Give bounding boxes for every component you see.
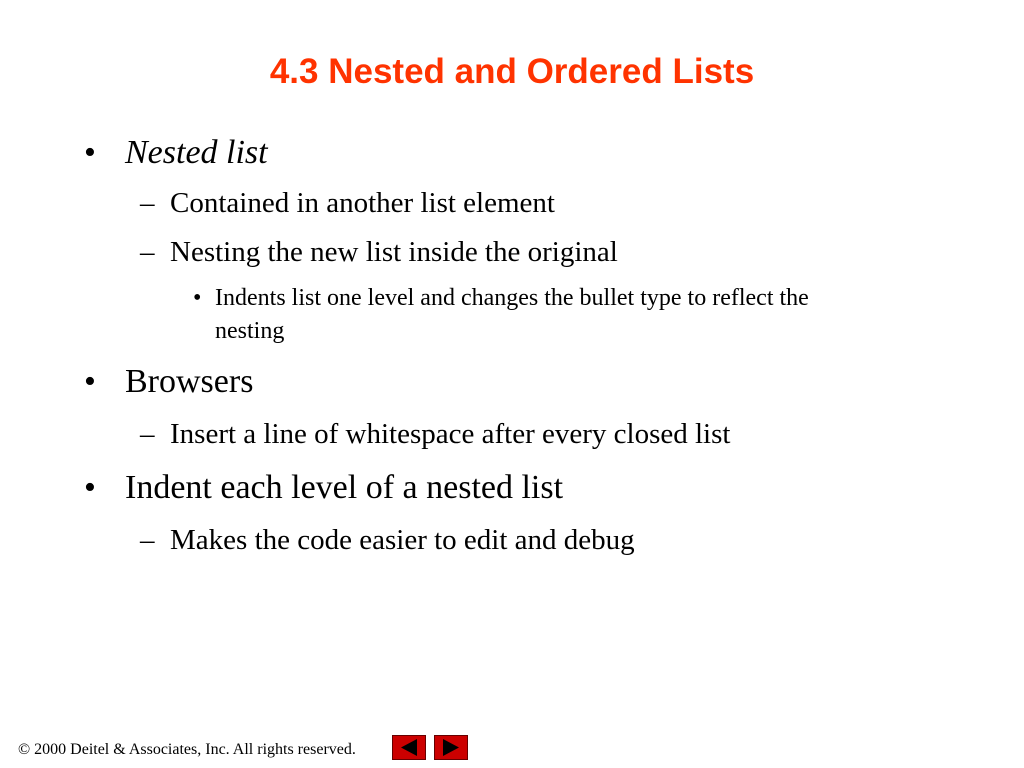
copyright-symbol: © <box>18 741 31 758</box>
dash-marker: – <box>140 418 155 450</box>
subitem-nesting: Nesting the new list inside the original <box>170 236 618 268</box>
bullet-indent-each-level: Indent each level of a nested list <box>125 469 564 506</box>
copyright-footer <box>18 740 356 760</box>
next-slide-button[interactable] <box>434 735 468 760</box>
bullet-marker: • <box>84 134 96 171</box>
dash-marker: – <box>140 187 155 219</box>
subsubitem-indents-line2: nesting <box>215 318 285 344</box>
small-bullet-marker: • <box>193 285 202 311</box>
dash-marker: – <box>140 524 155 556</box>
right-arrow-icon <box>435 736 467 759</box>
bullet-marker: • <box>84 469 96 506</box>
left-arrow-icon <box>393 736 425 759</box>
bullet-nested-list: Nested list <box>125 134 268 171</box>
subitem-contained: Contained in another list element <box>170 187 555 219</box>
subitem-easier-code: Makes the code easier to edit and debug <box>170 524 635 556</box>
dash-marker: – <box>140 236 155 268</box>
copyright-text: 2000 Deitel & Associates, Inc. All rights reserved. <box>34 741 356 758</box>
bullet-browsers: Browsers <box>125 363 254 400</box>
subitem-whitespace: Insert a line of whitespace after every closed list <box>170 418 731 450</box>
slide-title: 4.3 Nested and Ordered Lists <box>269 52 755 91</box>
bullet-marker: • <box>84 363 96 400</box>
previous-slide-button[interactable] <box>392 735 426 760</box>
subsubitem-indents-line1: Indents list one level and changes the bullet type to reflect the <box>215 285 809 311</box>
